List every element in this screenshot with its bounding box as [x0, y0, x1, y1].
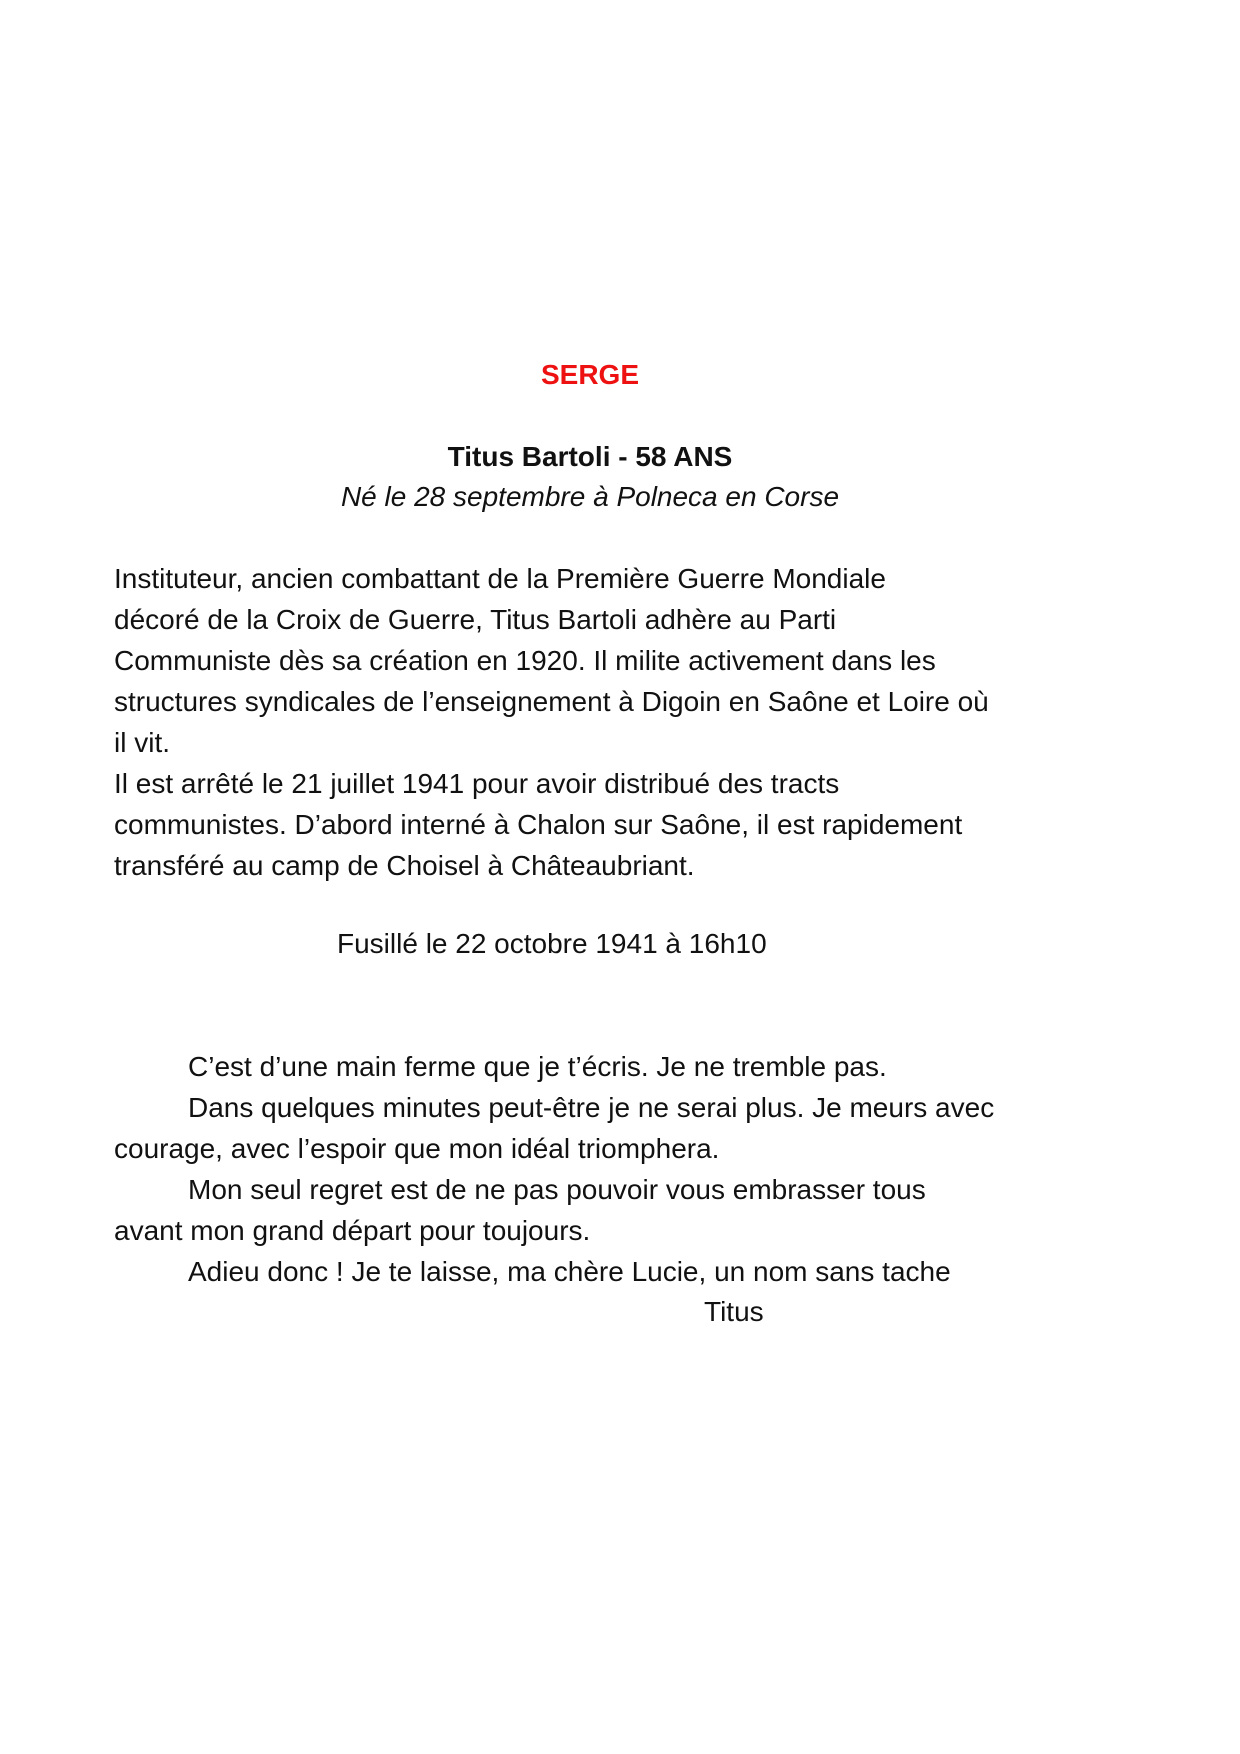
biography-line: communistes. D’abord interné à Chalon sur Saône, il est rapidement: [114, 809, 963, 840]
biography-line: Il est arrêté le 21 juillet 1941 pour avoir distribué des tracts: [114, 768, 840, 799]
letter-line: courage, avec l’espoir que mon idéal triomphera.: [114, 1133, 720, 1164]
biography-line: structures syndicales de l’enseignement à Digoin en Saône et Loire où: [114, 686, 989, 717]
letter-line: Adieu donc ! Je te laisse, ma chère Lucie, un nom sans tache: [188, 1256, 951, 1287]
document-header: SERGE: [540, 359, 640, 390]
letter-line: Mon seul regret est de ne pas pouvoir vous embrasser tous: [188, 1174, 926, 1205]
person-name-age: Titus Bartoli - 58 ANS: [447, 441, 733, 472]
biography-paragraph: [114, 558, 989, 886]
biography-line: Instituteur, ancien combattant de la Première Guerre Mondiale: [114, 563, 886, 594]
biography-line: il vit.: [114, 727, 170, 758]
birth-info: Né le 28 septembre à Polneca en Corse: [340, 481, 840, 512]
letter-signature: Titus: [704, 1296, 764, 1327]
letter-line: Dans quelques minutes peut-être je ne serai plus. Je meurs avec: [188, 1092, 995, 1123]
biography-line: transféré au camp de Choisel à Châteaubriant.: [114, 850, 695, 881]
biography-line: décoré de la Croix de Guerre, Titus Bartoli adhère au Parti: [114, 604, 837, 635]
letter-line: avant mon grand départ pour toujours.: [114, 1215, 591, 1246]
letter-line: C’est d’une main ferme que je t’écris. Je ne tremble pas.: [188, 1051, 887, 1082]
farewell-letter: [114, 1046, 994, 1292]
biography-line: Communiste dès sa création en 1920. Il milite activement dans les: [114, 645, 936, 676]
execution-date: Fusillé le 22 octobre 1941 à 16h10: [337, 928, 767, 959]
